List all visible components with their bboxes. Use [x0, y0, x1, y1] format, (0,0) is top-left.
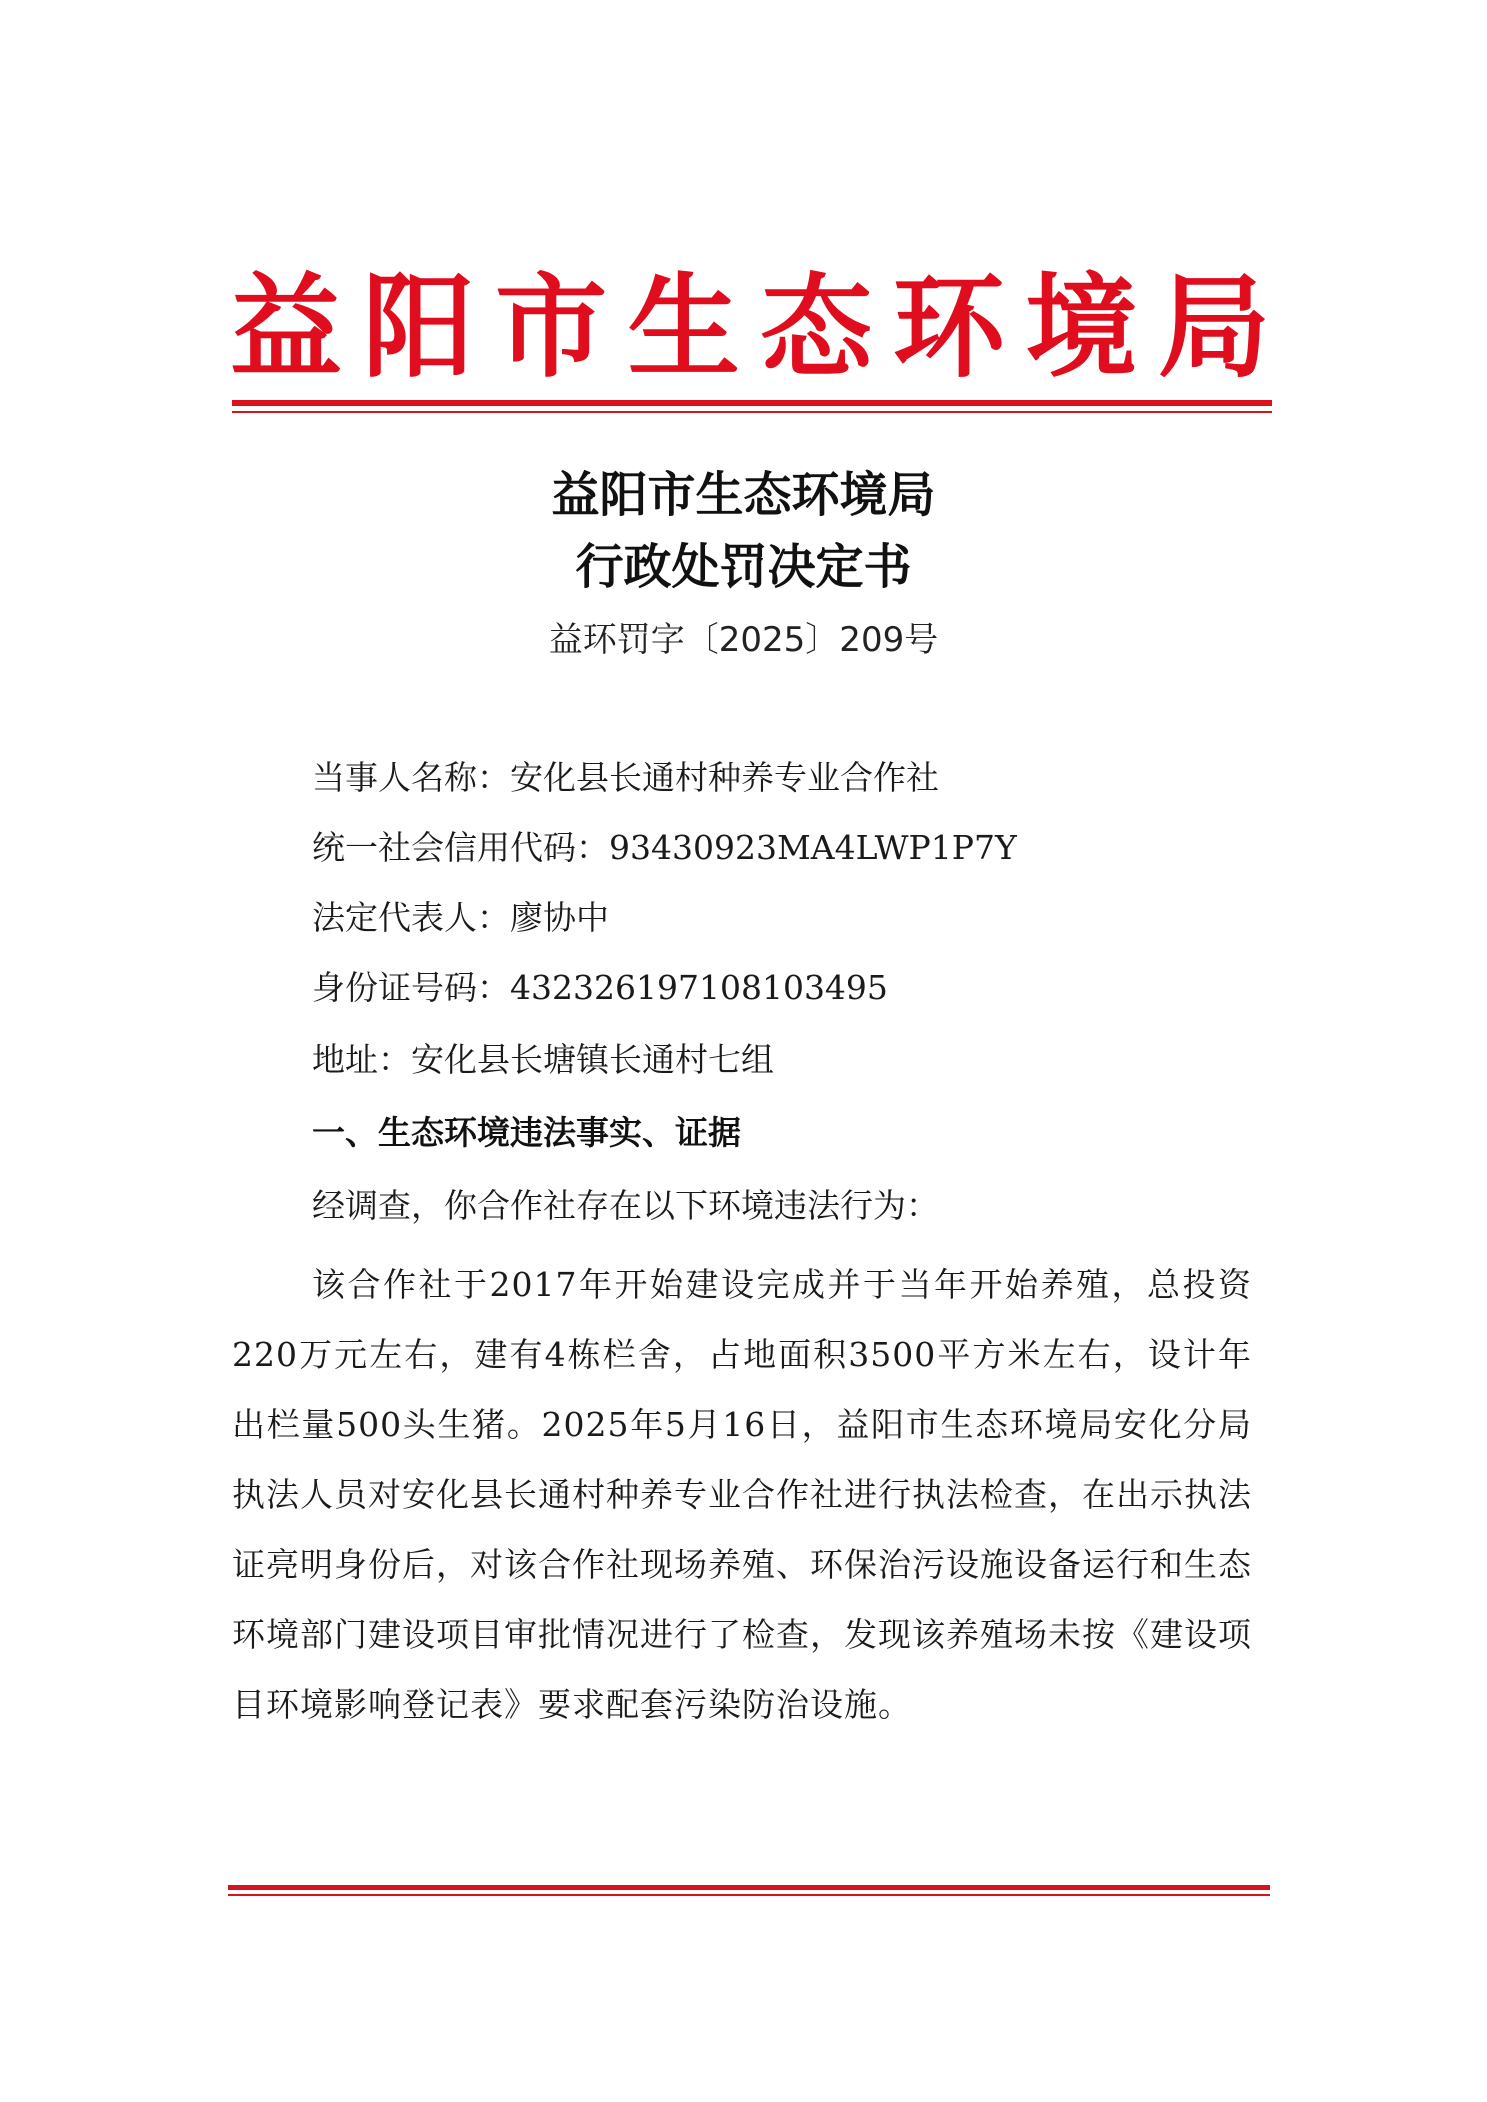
letterhead-char: 局: [1157, 262, 1270, 393]
section-intro: 经调查，你合作社存在以下环境违法行为：: [312, 1186, 939, 1225]
legal-rep-line: [312, 892, 609, 939]
id-number-label: 身份证号码：: [312, 968, 510, 1007]
document-type-title: 行政处罚决定书: [575, 539, 912, 595]
credit-code-label: 统一社会信用代码：: [312, 828, 609, 867]
violation-facts-paragraph: 该合作社于2017年开始建设完成并于当年开始养殖，总投资220万元左右，建有4栋栏舍，占地面积3500平方米左右，设计年出栏量500头生猪。2025年5月16日，益阳市生态环境局安化分局执法人员对安化县长通村种养专业合作社进行执法检查，在出示执法证亮明身份后，对该合作社现场养殖、环保治污设施设备运行和生态环境部门建设项目审批情况进行了检查，发现该养殖场未按《建设项目环境影响登记表》要求配套污染防治设施。: [232, 1265, 1252, 1724]
document-number: 益环罚字〔2025〕209号: [548, 620, 939, 660]
credit-code-line: [312, 822, 1017, 869]
letterhead-char: 益: [230, 262, 342, 393]
id-number-value: 432326197108103495: [510, 968, 888, 1007]
address-label: 地址：: [312, 1040, 411, 1079]
party-name-line: [312, 752, 939, 799]
address-line: [312, 1034, 774, 1081]
party-name-value: 安化县长通村种养专业合作社: [510, 758, 939, 797]
letterhead-char: 生: [627, 262, 740, 393]
letterhead-char: 境: [1025, 262, 1138, 393]
party-name-label: 当事人名称：: [312, 758, 510, 797]
legal-rep-label: 法定代表人：: [312, 898, 510, 937]
footer-thick-line: [228, 1885, 1270, 1890]
letterhead-char: 阳: [362, 262, 475, 393]
letterhead: [230, 258, 1270, 398]
credit-code-value: 93430923MA4LWP1P7Y: [609, 828, 1017, 867]
id-number-line: [312, 962, 888, 1009]
footer-thin-line: [228, 1894, 1270, 1896]
divider-thick-line: [232, 400, 1272, 406]
divider-thin-line: [232, 411, 1272, 413]
letterhead-char: 态: [760, 262, 873, 393]
letterhead-char: 市: [495, 262, 608, 393]
letterhead-char: 环: [892, 262, 1005, 393]
letterhead-divider: [232, 400, 1272, 413]
section-heading: 一、生态环境违法事实、证据: [312, 1113, 741, 1152]
footer-divider: [228, 1885, 1270, 1896]
address-value: 安化县长塘镇长通村七组: [411, 1040, 774, 1079]
document-issuer-title: 益阳市生态环境局: [551, 467, 936, 523]
legal-rep-value: 廖协中: [510, 898, 609, 937]
